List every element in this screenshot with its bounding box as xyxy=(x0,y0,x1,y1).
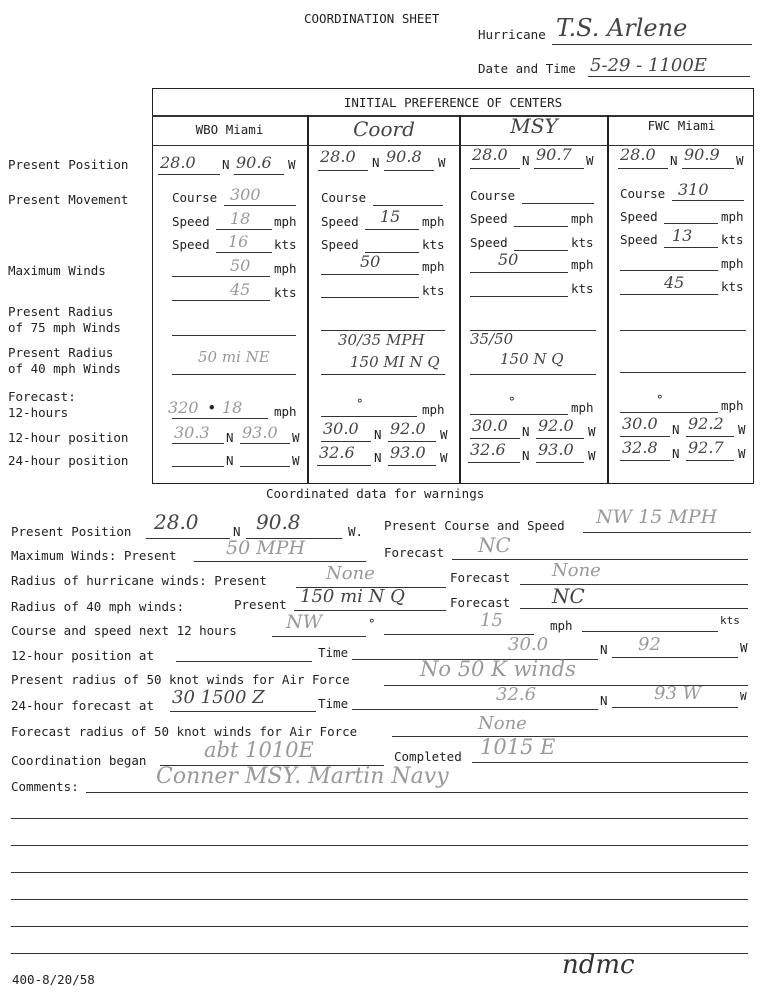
coord-p24-n: N xyxy=(374,450,382,465)
wbo-p12-n: N xyxy=(226,430,234,445)
date-label: Date and Time xyxy=(478,61,576,76)
course-next-mph: mph xyxy=(550,618,573,633)
radius-hurricane-label: Radius of hurricane winds: Present xyxy=(11,573,267,588)
course-next-dir[interactable]: NW xyxy=(286,611,323,633)
column-msy: MSY xyxy=(510,114,558,138)
wbo-p24-w: W xyxy=(292,453,300,468)
table-caption: INITIAL PREFERENCE OF CENTERS xyxy=(343,95,563,110)
coord-max-mph-unit: mph xyxy=(422,259,445,274)
wbo-max-mph[interactable]: 50 xyxy=(230,256,251,275)
fwc-speed-label: Speed xyxy=(620,209,658,224)
course-next-label: Course and speed next 12 hours xyxy=(11,623,237,638)
column-coord: Coord xyxy=(353,117,415,141)
warn-pos-n: N xyxy=(233,524,241,539)
coord-speed-label-2: Speed xyxy=(321,237,359,252)
max-winds-forecast[interactable]: NC xyxy=(478,533,511,557)
msy-kts-unit: kts xyxy=(571,235,594,250)
msy-r40-a[interactable]: 35/50 xyxy=(470,330,514,348)
coord-p24-w: W xyxy=(440,450,448,465)
coord-mph-unit: mph xyxy=(422,214,445,229)
wbo-speed-kts[interactable]: 16 xyxy=(228,232,249,251)
column-wbo-miami: WBO Miami xyxy=(195,122,264,137)
msy-lon[interactable]: 90.7 xyxy=(536,145,572,164)
col-divider-2 xyxy=(459,115,461,484)
pos12-time-label: Time xyxy=(318,645,349,660)
coord-p12-lon[interactable]: 92.0 xyxy=(390,419,426,438)
wbo-fc-speed[interactable]: 18 xyxy=(222,398,243,417)
wbo-max-mph-unit: mph xyxy=(274,261,297,276)
fwc-p12-lon[interactable]: 92.2 xyxy=(688,414,724,433)
row-label-12-hour-position: 12-hour position xyxy=(8,430,129,445)
comment-line xyxy=(11,818,748,819)
wbo-lat[interactable]: 28.0 xyxy=(160,153,196,172)
hurricane-line xyxy=(552,44,752,45)
fwc-p12-n: N xyxy=(672,422,680,437)
present-position-label: Present Position xyxy=(11,524,132,539)
msy-w-unit: W xyxy=(586,153,594,168)
msy-p24-lat[interactable]: 32.6 xyxy=(470,440,506,459)
fc-radius50-label: Forecast radius of 50 knot winds for Air Force xyxy=(11,724,358,739)
wbo-p12-lon[interactable]: 93.0 xyxy=(242,423,278,442)
msy-course-label: Course xyxy=(470,188,516,203)
warn-pos-lon[interactable]: 90.8 xyxy=(256,510,301,534)
wbo-max-kts-unit: kts xyxy=(274,285,297,300)
column-fwc-miami: FWC Miami xyxy=(647,118,716,133)
comments-label: Comments: xyxy=(11,779,79,794)
coord-r40-a[interactable]: 30/35 MPH xyxy=(338,331,425,349)
msy-p24-w: W xyxy=(588,448,596,463)
form-number: 400-8/20/58 xyxy=(12,972,95,987)
warnings-heading: Coordinated data for warnings xyxy=(266,486,485,501)
wbo-lon[interactable]: 90.6 xyxy=(236,153,272,172)
fwc-course-label: Course xyxy=(620,186,666,201)
row-label-r75-b: of 75 mph Winds xyxy=(8,320,121,335)
pos24-lat[interactable]: 32.6 xyxy=(496,684,537,705)
coord-lat[interactable]: 28.0 xyxy=(320,147,356,166)
wbo-r40[interactable]: 50 mi NE xyxy=(198,348,270,366)
coord-p12-n: N xyxy=(374,427,382,442)
msy-r40-b[interactable]: 150 N Q xyxy=(500,350,564,368)
msy-max-mph[interactable]: 50 xyxy=(498,250,519,269)
wbo-course-label: Course xyxy=(172,190,218,205)
coord-p12-w: W xyxy=(440,427,448,442)
row-label-12-hours: 12-hours xyxy=(8,405,69,420)
pos12-lat[interactable]: 30.0 xyxy=(508,634,549,655)
fwc-p24-n: N xyxy=(672,446,680,461)
fwc-fc-mph-unit: mph xyxy=(721,398,744,413)
col-divider-1 xyxy=(307,115,309,484)
coord-course-label: Course xyxy=(321,190,367,205)
row-label-forecast: Forecast: xyxy=(8,389,76,404)
coord-speed-label: Speed xyxy=(321,214,359,229)
wbo-speed-label: Speed xyxy=(172,214,210,229)
coord-n-unit: N xyxy=(372,155,380,170)
form-title: COORDINATION SHEET xyxy=(304,11,440,26)
completed-label: Completed xyxy=(394,749,462,764)
warn-pos-w: W. xyxy=(348,524,364,539)
fwc-fc-deg: ° xyxy=(656,392,664,407)
row-label-r40-a: Present Radius xyxy=(8,345,114,360)
fwc-max-mph-unit: mph xyxy=(721,256,744,271)
wbo-kts-unit: kts xyxy=(274,237,297,252)
msy-p12-lat[interactable]: 30.0 xyxy=(472,416,508,435)
wbo-fc-dir[interactable]: 320 xyxy=(168,398,199,417)
msy-n-unit: N xyxy=(522,153,530,168)
completed-value[interactable]: 1015 E xyxy=(480,735,556,759)
fwc-mph-unit: mph xyxy=(721,209,744,224)
wbo-p24-n: N xyxy=(226,453,234,468)
radius40-forecast-label: Forecast xyxy=(450,595,511,610)
msy-speed-label: Speed xyxy=(470,211,508,226)
course-speed-label: Present Course and Speed xyxy=(384,518,565,533)
coord-began-label: Coordination began xyxy=(11,753,147,768)
row-label-max-winds: Maximum Winds xyxy=(8,263,106,278)
course-next-speed[interactable]: 15 xyxy=(480,610,503,631)
wbo-n-unit: N xyxy=(222,157,230,172)
wbo-fc-mph-unit: mph xyxy=(274,404,297,419)
radius-hurricane-forecast[interactable]: None xyxy=(552,560,601,581)
msy-p12-lon[interactable]: 92.0 xyxy=(538,416,574,435)
col-divider-3 xyxy=(607,115,609,484)
radius40-forecast[interactable]: NC xyxy=(552,584,585,608)
msy-max-mph-unit: mph xyxy=(571,257,594,272)
row-label-r40-b: of 40 mph Winds xyxy=(8,361,121,376)
row-label-position: Present Position xyxy=(8,157,129,172)
pos24-lon[interactable]: 93 W xyxy=(654,683,702,704)
fwc-p24-lon[interactable]: 92.7 xyxy=(688,438,724,457)
msy-fc-mph-unit: mph xyxy=(571,400,594,415)
fwc-speed-kts[interactable]: 13 xyxy=(672,226,693,245)
coord-max-mph[interactable]: 50 xyxy=(360,252,381,271)
radius50-label: Present radius of 50 knot winds for Air Force xyxy=(11,672,350,687)
msy-max-kts-unit: kts xyxy=(571,281,594,296)
fwc-n-unit: N xyxy=(670,153,678,168)
wbo-p12-lat[interactable]: 30.3 xyxy=(174,423,210,442)
pos24-w: W xyxy=(740,690,747,703)
msy-mph-unit: mph xyxy=(571,211,594,226)
date-line xyxy=(588,76,750,77)
radius-hurricane-value[interactable]: None xyxy=(326,563,375,584)
coord-p12-lat[interactable]: 30.0 xyxy=(323,419,359,438)
forecast24-label: 24-hour forecast at xyxy=(11,698,154,713)
forecast24-at[interactable]: 30 1500 Z xyxy=(172,687,265,708)
msy-p24-n: N xyxy=(522,448,530,463)
coord-fc-deg: ° xyxy=(356,396,364,411)
wbo-p12-w: W xyxy=(292,430,300,445)
comment-line xyxy=(11,845,748,846)
msy-p12-w: W xyxy=(588,424,596,439)
fwc-kts-unit: kts xyxy=(721,232,744,247)
fwc-p12-lat[interactable]: 30.0 xyxy=(622,414,658,433)
fwc-lon[interactable]: 90.9 xyxy=(684,145,720,164)
wbo-course[interactable]: 300 xyxy=(230,185,261,204)
fwc-w-unit: W xyxy=(736,153,744,168)
comments-value[interactable]: Conner MSY. Martin Navy xyxy=(156,764,449,789)
coord-w-unit: W xyxy=(438,155,446,170)
fwc-p24-lat[interactable]: 32.8 xyxy=(622,438,658,457)
pos12-w: W xyxy=(740,640,748,655)
radius40-value[interactable]: 150 mi N Q xyxy=(300,586,405,607)
fwc-course[interactable]: 310 xyxy=(678,180,709,199)
coord-kts-unit: kts xyxy=(422,237,445,252)
pos12-n: N xyxy=(600,642,608,657)
radius50-value[interactable]: No 50 K winds xyxy=(420,657,576,681)
wbo-speed-mph[interactable]: 18 xyxy=(230,209,251,228)
wbo-mph-unit: mph xyxy=(274,214,297,229)
radius-hurricane-forecast-label: Forecast xyxy=(450,570,511,585)
coord-max-kts-unit: kts xyxy=(422,283,445,298)
hurricane-value[interactable]: T.S. Arlene xyxy=(556,14,688,42)
column-header-divider xyxy=(152,145,754,146)
coord-p24-lon[interactable]: 93.0 xyxy=(390,443,426,462)
coord-r40-b[interactable]: 150 MI N Q xyxy=(350,353,440,371)
comment-line xyxy=(11,872,748,873)
row-label-r75-a: Present Radius xyxy=(8,304,114,319)
fwc-max-kts-unit: kts xyxy=(721,279,744,294)
msy-lat[interactable]: 28.0 xyxy=(472,145,508,164)
coord-began-value[interactable]: abt 1010E xyxy=(204,738,314,762)
max-winds-label: Maximum Winds: Present xyxy=(11,548,177,563)
pos12-lon[interactable]: 92 xyxy=(638,634,661,655)
comment-line xyxy=(11,926,748,927)
msy-p12-n: N xyxy=(522,424,530,439)
radius40-label: Radius of 40 mph winds: xyxy=(11,599,185,614)
warn-pos-lat[interactable]: 28.0 xyxy=(154,510,199,534)
max-winds-forecast-label: Forecast xyxy=(384,545,445,560)
fwc-p12-w: W xyxy=(738,422,746,437)
max-winds-value[interactable]: 50 MPH xyxy=(226,537,306,559)
wbo-speed-label-2: Speed xyxy=(172,237,210,252)
initials-signature: ndmc xyxy=(562,950,635,980)
comment-line xyxy=(11,899,748,900)
fwc-speed-label-2: Speed xyxy=(620,232,658,247)
row-label-24-hour-position: 24-hour position xyxy=(8,453,129,468)
hurricane-label: Hurricane xyxy=(478,27,546,42)
row-label-movement: Present Movement xyxy=(8,192,129,207)
date-value[interactable]: 5-29 - 1100E xyxy=(590,55,707,76)
msy-p24-lon[interactable]: 93.0 xyxy=(538,440,574,459)
course-next-kts: kts xyxy=(720,614,740,627)
fwc-max-kts[interactable]: 45 xyxy=(664,273,685,292)
pos24-n: N xyxy=(600,693,608,708)
wbo-w-unit: W xyxy=(288,157,296,172)
fc-radius50-value[interactable]: None xyxy=(478,713,527,734)
course-speed-value[interactable]: NW 15 MPH xyxy=(596,506,718,528)
coord-lon[interactable]: 90.8 xyxy=(386,147,422,166)
coord-p24-lat[interactable]: 32.6 xyxy=(319,443,355,462)
msy-fc-deg: ° xyxy=(508,394,516,409)
coord-fc-mph-unit: mph xyxy=(422,402,445,417)
fwc-p24-w: W xyxy=(738,446,746,461)
fwc-lat[interactable]: 28.0 xyxy=(620,145,656,164)
course-next-deg: ° xyxy=(368,616,376,631)
msy-speed-label-2: Speed xyxy=(470,235,508,250)
pos12-label: 12-hour position at xyxy=(11,648,154,663)
forecast24-time-label: Time xyxy=(318,696,349,711)
wbo-max-kts[interactable]: 45 xyxy=(230,280,251,299)
comment-line xyxy=(11,953,748,954)
coord-speed-mph[interactable]: 15 xyxy=(380,207,401,226)
radius40-present-label: Present xyxy=(234,597,287,612)
